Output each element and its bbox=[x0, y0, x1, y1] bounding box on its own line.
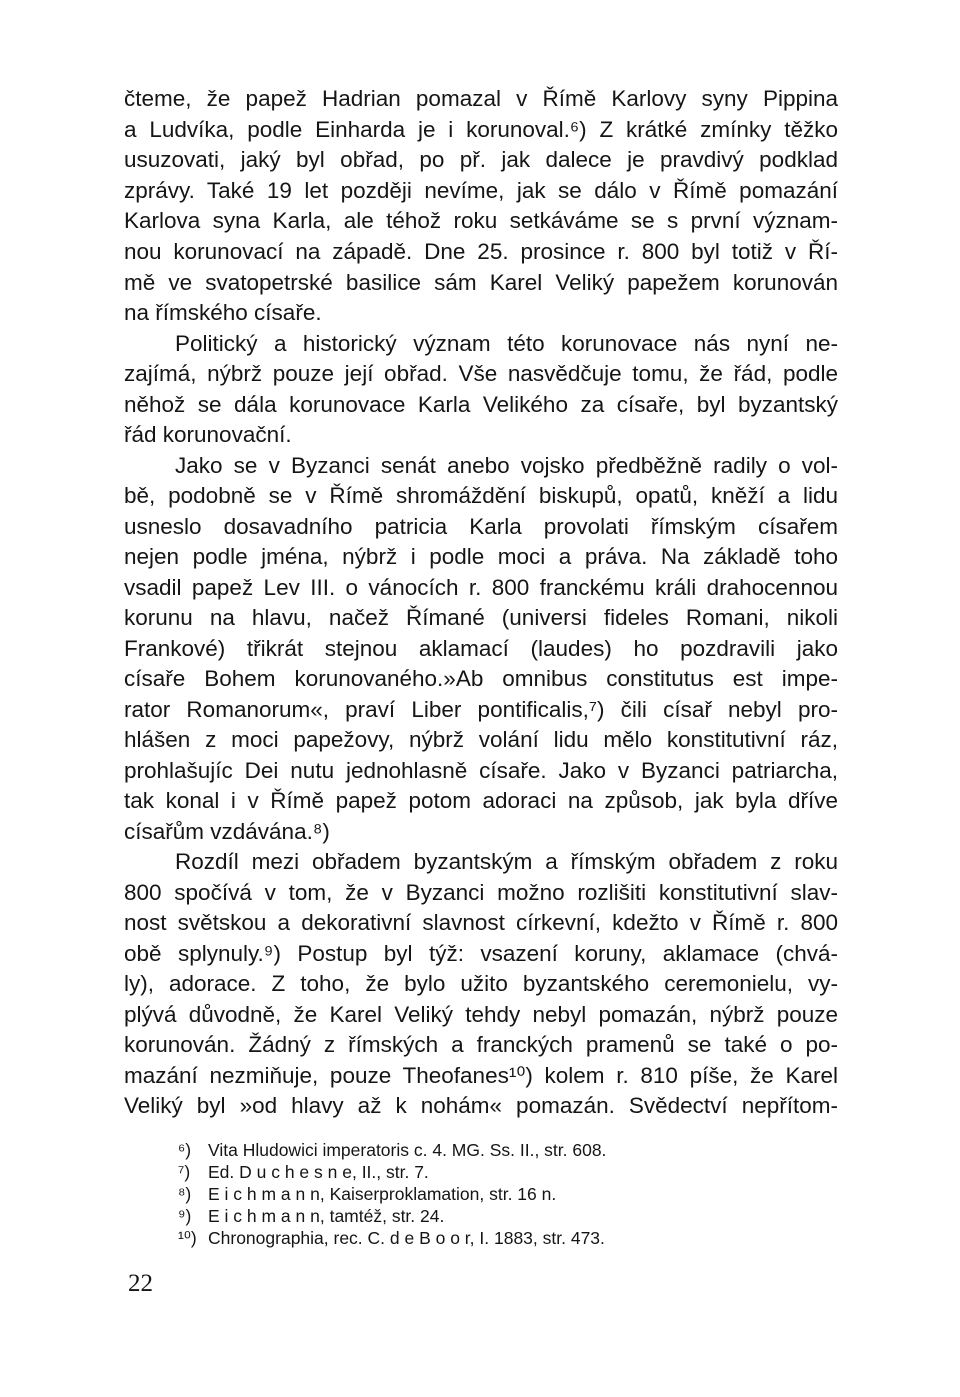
footnote-mark: ¹⁰) bbox=[178, 1228, 197, 1248]
footnote bbox=[178, 1183, 556, 1205]
text-line: mě ve svatopetrské basilice sám Karel Veliký papežem korunován bbox=[124, 270, 838, 295]
footnote bbox=[178, 1161, 429, 1183]
text-line: korunován. Žádný z římských a franckých pramenů se také o po- bbox=[124, 1032, 838, 1057]
footnote bbox=[178, 1205, 444, 1227]
text-line: plývá důvodně, že Karel Veliký tehdy nebyl pomazán, nýbrž pouze bbox=[124, 1002, 838, 1027]
footnote-text: Chronographia, rec. C. d e B o o r, I. 1883, str. 473. bbox=[208, 1228, 605, 1248]
text-line: a Ludvíka, podle Einharda je i korunoval.⁶) Z krátké zmínky těžko bbox=[124, 117, 838, 142]
text-line: Politický a historický význam této korunovace nás nyní ne- bbox=[175, 331, 838, 356]
footnote-mark: ⁹) bbox=[178, 1206, 192, 1226]
text-line: usuzovati, jaký byl obřad, po př. jak dalece je pravdivý podklad bbox=[124, 147, 838, 172]
footnote bbox=[178, 1227, 605, 1249]
footnote-text: E i c h m a n n, tamtéž, str. 24. bbox=[208, 1206, 445, 1226]
footnote-text: Vita Hludowici imperatoris c. 4. MG. Ss. II., str. 608. bbox=[208, 1140, 607, 1160]
text-line: na římského císaře. bbox=[124, 300, 322, 325]
text-line: Frankové) třikrát stejnou aklamací (laudes) ho pozdravili jako bbox=[124, 636, 838, 661]
text-line: nost světskou a dekorativní slavnost církevní, kdežto v Římě r. 800 bbox=[124, 910, 838, 935]
text-line: něhož se dála korunovace Karla Velikého za císaře, byl byzantský bbox=[124, 392, 838, 417]
text-line: zajímá, nýbrž pouze její obřad. Vše nasvědčuje tomu, že řád, podle bbox=[124, 361, 838, 386]
text-line: hlášen z moci papežovy, nýbrž volání lidu mělo konstitutivní ráz, bbox=[124, 727, 838, 752]
text-line: prohlašujíc Dei nutu jednohlasně císaře. Jako v Byzanci patriarcha, bbox=[124, 758, 838, 783]
text-line: ly), adorace. Z toho, že bylo užito byzantského ceremonielu, vy- bbox=[124, 971, 838, 996]
text-line: rator Romanorum«, praví Liber pontificalis,⁷) čili císař nebyl pro- bbox=[124, 697, 838, 722]
text-line: tak konal i v Římě papež potom adoraci na způsob, jak byla dříve bbox=[124, 788, 838, 813]
text-line: zprávy. Také 19 let později nevíme, jak se dálo v Římě pomazání bbox=[124, 178, 838, 203]
footnote-text: E i c h m a n n, Kaiserproklamation, str. 16 n. bbox=[208, 1184, 557, 1204]
footnote-mark: ⁸) bbox=[178, 1184, 192, 1204]
footnote bbox=[178, 1139, 606, 1161]
text-line: bě, podobně se v Římě shromáždění biskupů, opatů, kněží a lidu bbox=[124, 483, 838, 508]
text-line: čteme, že papež Hadrian pomazal v Římě Karlovy syny Pippina bbox=[124, 86, 838, 111]
text-line: mazání nezmiňuje, pouze Theofanes¹⁰) kolem r. 810 píše, že Karel bbox=[124, 1063, 838, 1088]
text-line: usneslo dosavadního patricia Karla provolati římským císařem bbox=[124, 514, 838, 539]
page-number: 22 bbox=[128, 1270, 153, 1297]
text-line: nejen podle jména, nýbrž i podle moci a práva. Na základě toho bbox=[124, 544, 838, 569]
text-line: 800 spočívá v tom, že v Byzanci možno rozlišiti konstitutivní slav- bbox=[124, 880, 838, 905]
text-line: císařům vzdávána.⁸) bbox=[124, 819, 330, 844]
text-line: císaře Bohem korunovaného.»Ab omnibus constitutus est impe- bbox=[124, 666, 838, 691]
text-line: vsadil papež Lev III. o vánocích r. 800 franckému králi drahocennou bbox=[124, 575, 838, 600]
text-line: korunu na hlavu, načež Římané (universi fideles Romani, nikoli bbox=[124, 605, 838, 630]
footnote-mark: ⁶) bbox=[178, 1140, 192, 1160]
text-line: Veliký byl »od hlavy až k nohám« pomazán. Svědectví nepřítom- bbox=[124, 1093, 838, 1118]
text-line: obě splynuly.⁹) Postup byl týž: vsazení koruny, aklamace (chvá- bbox=[124, 941, 838, 966]
text-line: řád korunovační. bbox=[124, 422, 292, 447]
text-line: Rozdíl mezi obřadem byzantským a římským obřadem z roku bbox=[175, 849, 838, 874]
text-line: Jako se v Byzanci senát anebo vojsko předběžně radily o vol- bbox=[175, 453, 838, 478]
text-line: Karlova syna Karla, ale téhož roku setkáváme se s první význam- bbox=[124, 208, 838, 233]
footnote-text: Ed. D u c h e s n e, II., str. 7. bbox=[208, 1162, 429, 1182]
footnote-mark: ⁷) bbox=[178, 1162, 191, 1182]
text-line: nou korunovací na západě. Dne 25. prosince r. 800 byl totiž v Ří- bbox=[124, 239, 838, 264]
